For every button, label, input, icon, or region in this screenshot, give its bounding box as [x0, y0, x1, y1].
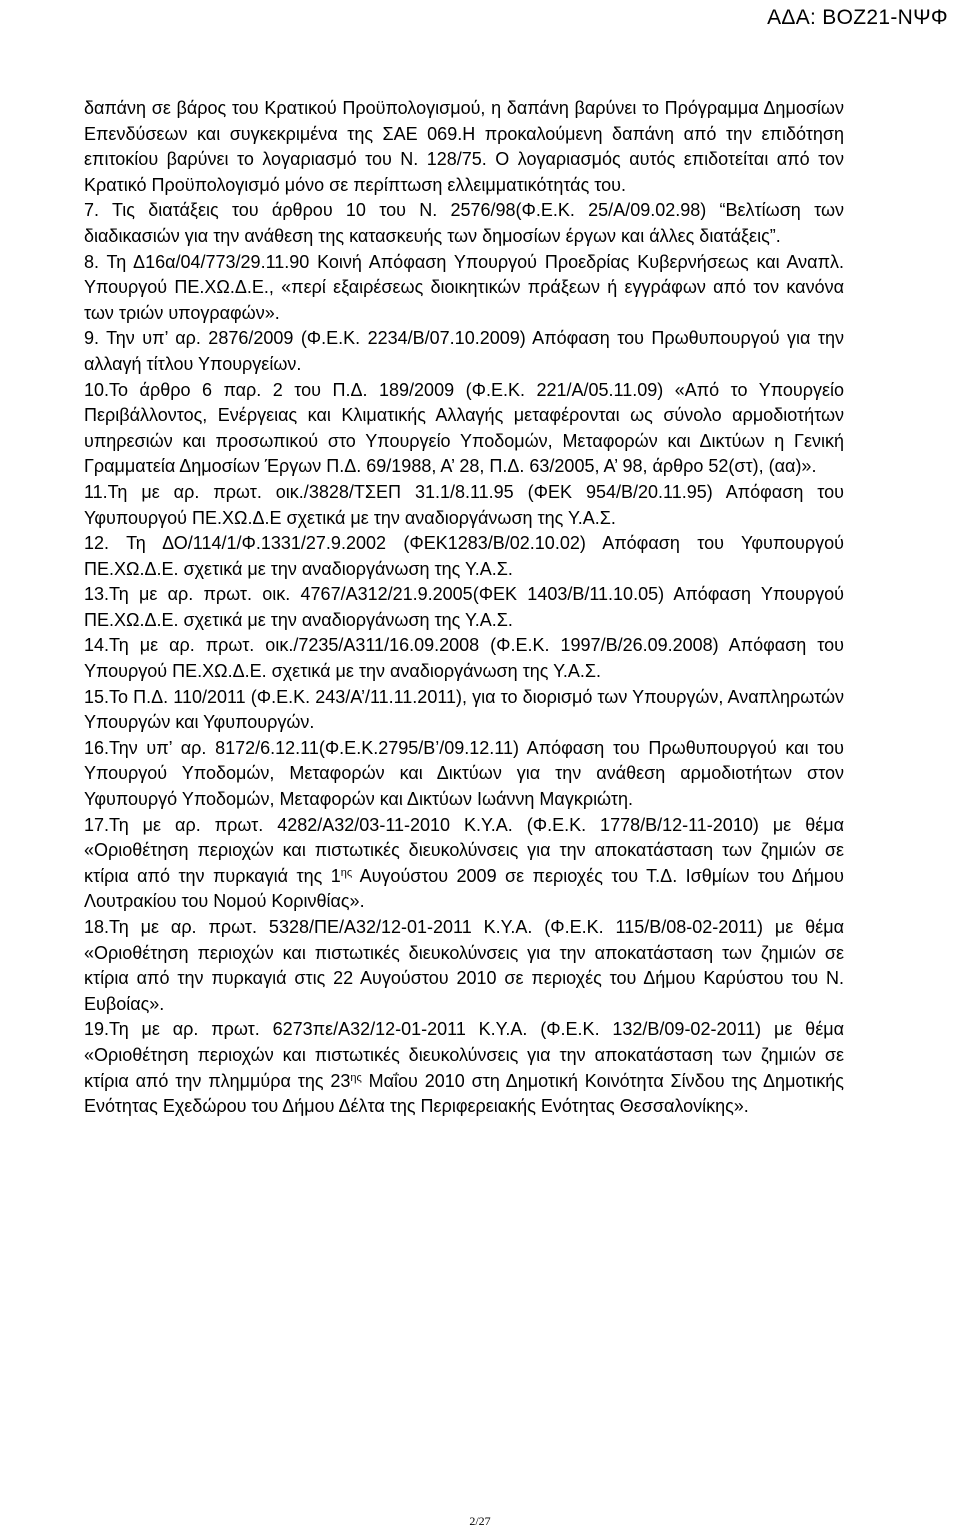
paragraph-item-8: 8. Τη Δ16α/04/773/29.11.90 Κοινή Απόφαση Υπουργού Προεδρίας Κυβερνήσεως και Αναπλ. Υπουργού ΠΕ.ΧΩ.Δ.Ε., «περί εξαιρέσεως διοικητικών πράξεων ή εγγράφων από τον κανόνα των τριών υπογραφών». — [84, 251, 844, 323]
paragraph-item-13: 13.Τη με αρ. πρωτ. οικ. 4767/Α312/21.9.2005(ΦΕΚ 1403/Β/11.10.05) Απόφαση Υπουργού ΠΕ.ΧΩ.Δ.Ε. σχετικά με την αναδιοργάνωση της Υ.Α.Σ. — [84, 584, 844, 630]
paragraph-item-19 — [84, 1017, 844, 1119]
ada-header: ΑΔΑ: ΒΟΖ21-ΝΨΦ — [767, 6, 948, 29]
page-number: 2/27 — [469, 1514, 491, 1528]
paragraph-item-7: 7. Τις διατάξεις του άρθρου 10 του Ν. 2576/98(Φ.Ε.Κ. 25/Α/09.02.98) “Βελτίωση των διαδικασιών για την ανάθεση της κατασκευής των δημοσίων έργων και άλλες διατάξεις”. — [84, 200, 844, 246]
paragraph-item-10: 10.Το άρθρο 6 παρ. 2 του Π.Δ. 189/2009 (Φ.Ε.Κ. 221/Α/05.11.09) «Από το Υπουργείο Περιβάλλοντος, Ενέργειας και Κλιματικής Αλλαγής μεταφέρονται ως σύνολο αρμοδιοτήτων υπηρεσιών και προσωπικού στο Υπουργείο Υποδομών, Μεταφορών και Δικτύων η Γενική Γραμματεία Δημοσίων Έργων Π.Δ. 69/1988, Α’ 28, Π.Δ. 63/2005, Α’ 98, άρθρο 52(στ), (αα)». — [84, 379, 844, 477]
paragraph-item-18: 18.Τη με αρ. πρωτ. 5328/ΠΕ/Α32/12-01-2011 Κ.Υ.Α. (Φ.Ε.Κ. 115/Β/08-02-2011) με θέμα «Οριοθέτηση περιοχών και πιστωτικές διευκολύνσεις για την αποκατάσταση των ζημιών σε κτίρια από την πυρκαγιά στις 22 Αυγούστου 2010 σε περιοχές του Δήμου Καρύστου του Ν. Ευβοίας». — [84, 917, 844, 1014]
paragraph-item-19-text-continued: Μαΐου 2010 στη Δημοτική Κοινότητα Σίνδου της Δημοτικής Ενότητας Εχεδώρου του Δήμου Δέλτα της Περιφερειακής Ενότητας Θεσσαλονίκης». — [84, 1070, 844, 1117]
paragraph-item-14: 14.Τη με αρ. πρωτ. οικ./7235/Α311/16.09.2008 (Φ.Ε.Κ. 1997/Β/26.09.2008) Απόφαση του Υπουργού ΠΕ.ΧΩ.Δ.Ε. σχετικά με την αναδιοργάνωση της Υ.Α.Σ. — [84, 635, 844, 682]
paragraph-item-11: 11.Τη με αρ. πρωτ. οικ./3828/ΤΣΕΠ 31.1/8.11.95 (ΦΕΚ 954/Β/20.11.95) Απόφαση του Υφυπουργού ΠΕ.ΧΩ.Δ.Ε σχετικά με την αναδιοργάνωση της Υ.Α.Σ. — [84, 481, 844, 528]
ordinal-suffix: ης — [340, 866, 353, 879]
paragraph-item-16: 16.Την υπ’ αρ. 8172/6.12.11(Φ.Ε.Κ.2795/Β’/09.12.11) Απόφαση του Πρωθυπουργού και του Υπουργού Υποδομών, Μεταφορών και Δικτύων για την ανάθεση αρμοδιοτήτων στον Υφυπουργό Υποδομών, Μεταφορών και Δικτύων Ιωάννη Μαγκριώτη. — [84, 737, 844, 810]
paragraph-continuation: δαπάνη σε βάρος του Κρατικού Προϋπολογισμού, η δαπάνη βαρύνει το Πρόγραμμα Δημοσίων Επενδύσεων και συγκεκριμένα της ΣΑΕ 069.Η προκαλούμενη δαπάνη από την επιδότηση επιτοκίου βαρύνει το λογαριασμό του Ν. 128/75. Ο λογαριασμός αυτός επιδοτείται από τον Κρατικό Προϋπολογισμό μόνο σε περίπτωση ελλειμματικότητάς του. — [84, 98, 844, 195]
paragraph-item-17-text: 17.Τη με αρ. πρωτ. 4282/Α32/03-11-2010 Κ.Υ.Α. (Φ.Ε.Κ. 1778/Β/12-11-2010) με θέμα «Οριοθέτηση περιοχών και πιστωτικές διευκολύνσεις για την αποκατάσταση των ζημιών σε κτίρια από την πυρκαγιά της 1 — [84, 814, 844, 886]
paragraph-item-17-text-continued: Αυγούστου 2009 σε περιοχές του Τ.Δ. Ισθμίων του Δήμου Λουτρακίου του Νομού Κορινθίας». — [84, 865, 844, 912]
paragraph-item-9: 9. Την υπ’ αρ. 2876/2009 (Φ.Ε.Κ. 2234/Β/07.10.2009) Απόφαση του Πρωθυπουργού για την αλλαγή τίτλου Υπουργείων. — [84, 328, 844, 374]
paragraph-item-19-text: 19.Τη με αρ. πρωτ. 6273πε/Α32/12-01-2011 Κ.Υ.Α. (Φ.Ε.Κ. 132/Β/09-02-2011) με θέμα «Οριοθέτηση περιοχών και πιστωτικές διευκολύνσεις για την αποκατάσταση των ζημιών σε κτίρια από την πλημμύρα της 23 — [84, 1019, 844, 1091]
paragraph-item-15: 15.Το Π.Δ. 110/2011 (Φ.Ε.Κ. 243/Α’/11.11.2011), για το διορισμό των Υπουργών, Αναπληρωτών Υπουργών και Υφυπουργών. — [84, 686, 844, 733]
paragraph-item-12: 12. Τη ΔΟ/114/1/Φ.1331/27.9.2002 (ΦΕΚ1283/Β/02.10.02) Απόφαση του Υφυπουργού ΠΕ.ΧΩ.Δ.Ε. σχετικά με την αναδιοργάνωση της Υ.Α.Σ. — [84, 533, 844, 579]
ordinal-suffix: ης — [350, 1071, 362, 1084]
paragraph-item-17 — [84, 813, 844, 915]
document-body — [84, 96, 844, 1120]
